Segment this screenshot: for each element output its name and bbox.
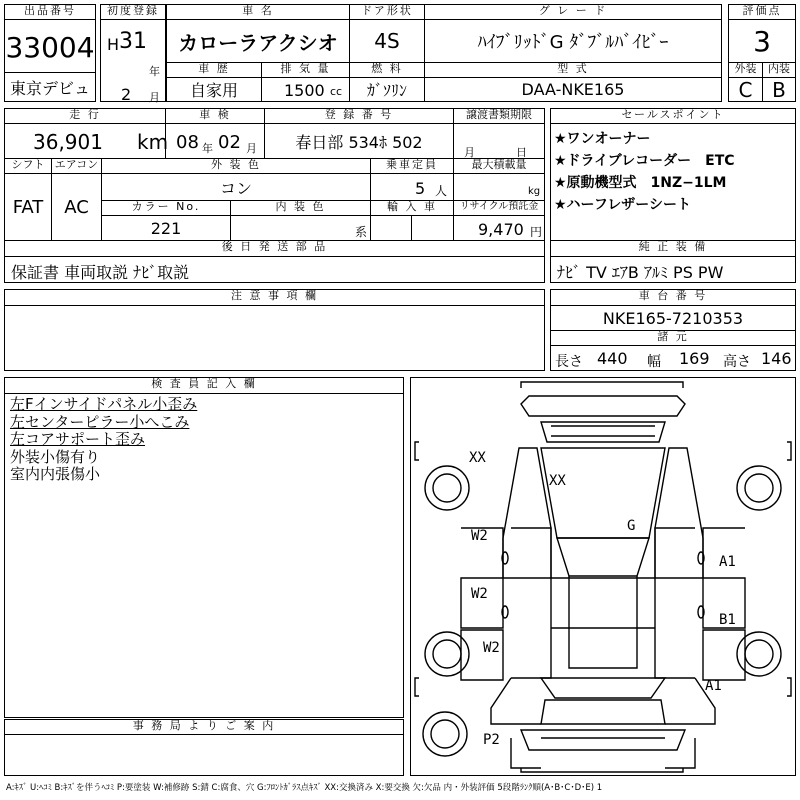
damage-mark: XX [469, 450, 486, 466]
damage-mark: A1 [719, 554, 736, 570]
inspector-label: 検 査 員 記 入 欄 [4, 377, 404, 394]
inspection-month-unit: 月 [246, 142, 257, 155]
year-unit: 年 [149, 65, 160, 78]
inspector-notes [4, 393, 404, 718]
grade-label: グ レ ー ド [424, 4, 722, 20]
displacement-label: 排 気 量 [261, 62, 350, 78]
inspector-line: 左Fインサイドパネル小歪み [10, 395, 198, 413]
int-color-suffix: 系 [355, 225, 368, 239]
inspection-year: 08 [176, 132, 199, 153]
width-label: 幅 [647, 354, 661, 370]
sales-point: ★ドライブレコーダー ETC [554, 153, 735, 169]
damage-mark: W2 [471, 528, 488, 544]
mileage-unit: km [137, 130, 169, 154]
first-registration [100, 4, 166, 102]
inspector-line: 室内内張傷小 [10, 465, 101, 483]
displacement: 1500 [284, 81, 325, 100]
interior-grade: B [762, 77, 796, 102]
transfer-cell [453, 123, 545, 159]
capacity-unit: 人 [435, 184, 448, 198]
lot-block [4, 4, 96, 102]
capacity-cell [370, 173, 454, 201]
history-label: 車 歴 [166, 62, 262, 78]
transfer-label: 譲渡書類期限 [453, 108, 545, 124]
inspector-line: 左センターピラー小へこみ [10, 412, 190, 431]
capacity-label: 乗車定員 [370, 158, 454, 174]
shift: FAT [4, 173, 52, 241]
grade: ﾊｲﾌﾞﾘｯﾄﾞG ﾀﾞﾌﾞﾙﾊﾞｲﾋﾞｰ [424, 19, 722, 63]
import-cell-a [370, 215, 412, 241]
height-value: 146 [761, 349, 792, 368]
model-code-label: 型 式 [424, 62, 722, 78]
inspector-line: 左コアサポート歪み [10, 430, 146, 448]
notes-label: 注 意 事 項 欄 [4, 289, 545, 306]
damage-mark: XX [549, 473, 566, 489]
dims-label: 諸 元 [550, 330, 796, 346]
exterior-label: 外装 [728, 62, 763, 78]
mileage-label: 走 行 [4, 108, 166, 124]
office-area [4, 734, 404, 776]
transfer-month-unit: 月 [464, 146, 475, 159]
notes-area [4, 305, 545, 371]
color-no-label: カラー No. [101, 200, 231, 216]
damage-mark: W2 [483, 640, 500, 656]
chassis-label: 車 台 番 号 [550, 289, 796, 306]
dims-row [550, 345, 796, 371]
model-name-label: 車 名 [166, 4, 350, 20]
equipment-label: 純 正 装 備 [550, 240, 796, 257]
interior-label: 内装 [762, 62, 796, 78]
inspection-cell [165, 123, 265, 159]
import-label: 輸 入 車 [370, 200, 454, 216]
fuel-label: 燃 料 [349, 62, 425, 78]
mileage-cell [4, 123, 169, 159]
recycle-unit: 円 [530, 225, 543, 239]
color-no: 221 [101, 215, 231, 241]
lot-number: 33004 [5, 30, 95, 64]
first-reg-year: 31 [119, 29, 147, 54]
era-letter: H [107, 35, 120, 54]
transfer-day-unit: 日 [516, 146, 527, 159]
score-label: 評価点 [728, 4, 796, 20]
month-unit: 月 [149, 91, 160, 104]
width-value: 169 [679, 349, 710, 368]
sales-point: ★ワンオーナー [554, 131, 651, 147]
legend: A:ｷｽﾞ U:ﾍｺﾐ B:ｷｽﾞを伴うﾍｺﾐ P:要塗装 W:補修跡 S:錆 C:腐食、穴 G:ﾌﾛﾝﾄｶﾞﾗｽ点ｷｽﾞ XX:交換済み X:要交換 欠:欠品 内・外装評価 5段階ﾗﾝｸ順(A･B･C･D･E) 1 [6, 783, 603, 793]
inspection-year-unit: 年 [202, 142, 213, 155]
equipment: ﾅﾋﾞ TV ｴｱB ｱﾙﾐ PS PW [550, 256, 796, 283]
later-parts-label: 後 日 発 送 部 品 [4, 240, 545, 257]
import-cell-b [411, 215, 454, 241]
capacity: 5 [415, 179, 426, 198]
sales-point: ★原動機型式 1NZ−1LM [554, 175, 727, 191]
model-code: DAA-NKE165 [424, 77, 722, 102]
ac-label: エアコン [51, 158, 102, 174]
recycle-cell [453, 215, 545, 241]
car-diagram [410, 377, 796, 776]
load-label: 最大積載量 [453, 158, 545, 174]
displacement-unit: cc [330, 85, 343, 98]
chassis-number: NKE165-7210353 [550, 305, 796, 331]
model-name: カローラアクシオ [166, 19, 350, 63]
damage-mark: W2 [471, 586, 488, 602]
ext-color: コン [101, 173, 371, 201]
load-cell [453, 173, 545, 201]
ext-color-label: 外 装 色 [101, 158, 371, 174]
damage-mark: P2 [483, 732, 500, 748]
score: 3 [728, 19, 796, 63]
inspector-line: 外装小傷有り [10, 447, 101, 466]
later-parts: 保証書 車両取説 ﾅﾋﾞ取説 [4, 256, 545, 283]
sales-point: ★ハーフレザーシート [554, 197, 692, 213]
damage-mark: A1 [705, 678, 722, 694]
first-reg-month: 2 [121, 85, 132, 104]
history: 自家用 [166, 77, 262, 102]
recycle-fee: 9,470 [478, 220, 524, 239]
venue-name: 東京デビュ [4, 72, 96, 102]
car-outline [411, 378, 795, 775]
first-reg-label: 初度登録 [100, 4, 166, 20]
damage-mark: B1 [719, 612, 736, 628]
inspection-month: 02 [218, 132, 241, 153]
displacement-cell [261, 77, 350, 102]
length-value: 440 [597, 349, 628, 368]
door-type: 4S [349, 19, 425, 63]
height-label: 高さ [723, 354, 751, 370]
int-color-cell [230, 215, 371, 241]
door-label: ドア形状 [349, 4, 425, 20]
ac: AC [51, 173, 102, 241]
damage-mark: G [627, 518, 636, 534]
length-label: 長さ [555, 354, 583, 370]
load-unit: kg [528, 186, 541, 197]
exterior-grade: C [728, 77, 763, 102]
sales-points-label: セールスポイント [550, 108, 796, 124]
recycle-label: リサイクル預託金 [453, 200, 545, 216]
inspection-label: 車 検 [165, 108, 265, 124]
lot-no-label: 出品番号 [4, 4, 96, 20]
shift-label: シフト [4, 158, 52, 174]
int-color-label: 内 装 色 [230, 200, 371, 216]
sales-points [550, 123, 796, 241]
mileage: 36,901 [33, 130, 103, 154]
plate-label: 登 録 番 号 [264, 108, 454, 124]
plate-number: 春日部 534ﾎ 502 [264, 123, 454, 159]
fuel: ｶﾞｿﾘﾝ [349, 77, 425, 102]
office-label: 事 務 局 よ り ご 案 内 [4, 719, 404, 735]
